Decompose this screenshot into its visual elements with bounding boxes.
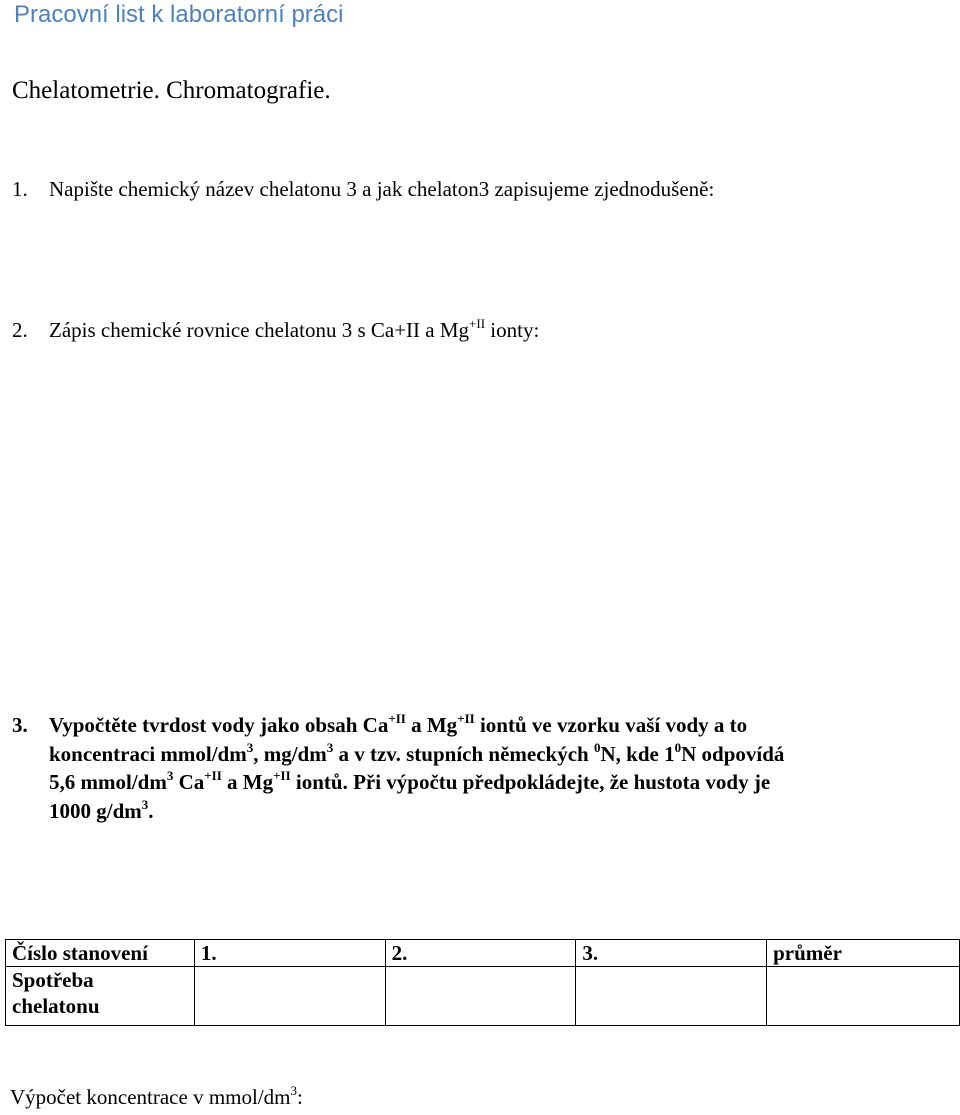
- question-3-line: [49, 768, 942, 797]
- q3-text: .: [148, 798, 154, 823]
- q3-text: N, kde 1: [600, 741, 675, 766]
- q3-text: a v tzv. stupních německých: [333, 741, 594, 766]
- row-label-line: chelatonu: [12, 994, 100, 1018]
- question-3: [12, 711, 942, 825]
- q3-text: Ca: [173, 770, 205, 795]
- q3-text: , mg/dm: [253, 741, 327, 766]
- calculation-prompt-text: Výpočet koncentrace v mmol/dm: [10, 1085, 291, 1109]
- header-cell-1: 1.: [194, 940, 385, 967]
- q3-text: iontů ve vzorku vaší vody a to: [474, 713, 748, 737]
- question-2-charge: +II: [469, 316, 486, 331]
- calculation-prompt-suffix: :: [297, 1085, 303, 1109]
- question-3-number: 3.: [12, 713, 28, 737]
- q3-text: a Mg: [405, 713, 458, 737]
- question-3-text: [49, 711, 942, 825]
- row-label-line: Spotřeba: [12, 968, 94, 992]
- consumption-cell-2[interactable]: [385, 967, 576, 1026]
- question-2-number: 2.: [12, 318, 28, 342]
- question-2: [12, 317, 539, 343]
- q3-text: 1000 g/dm: [49, 798, 142, 823]
- question-3-line: [49, 740, 942, 769]
- header-cell-average: průměr: [767, 940, 960, 967]
- q3-sup: 0: [594, 739, 601, 755]
- page-subtitle: Chelatometrie. Chromatografie.: [12, 77, 331, 104]
- q3-text: Vypočtěte tvrdost vody jako obsah Ca: [49, 713, 389, 737]
- q3-sup: 3: [141, 796, 149, 812]
- q3-text: a Mg: [221, 770, 274, 795]
- consumption-cell-average[interactable]: [767, 967, 960, 1026]
- header-cell-label: Číslo stanovení: [6, 940, 195, 967]
- q3-text: 5,6 mmol/dm: [49, 770, 167, 795]
- q3-sup: 0: [674, 739, 682, 755]
- question-2-text: Zápis chemické rovnice chelatonu 3 s Ca+II a Mg: [49, 318, 470, 342]
- results-header-row: [6, 940, 960, 967]
- question-3-line: [49, 711, 942, 740]
- question-1-number: 1.: [12, 177, 28, 201]
- calculation-prompt-sup: 3: [290, 1083, 297, 1098]
- row-label-consumption: [6, 967, 195, 1026]
- results-consumption-row: [6, 967, 960, 1026]
- q3-sup: +II: [204, 768, 222, 784]
- question-1: [12, 176, 714, 202]
- question-1-text: Napište chemický název chelatonu 3 a jak chelaton3 zapisujeme zjednodušeně:: [49, 177, 715, 201]
- q3-sup: 3: [326, 739, 334, 755]
- q3-sup: +II: [273, 768, 291, 784]
- q3-sup: +II: [388, 711, 406, 726]
- page-title: Pracovní list k laboratorní práci: [14, 1, 344, 28]
- results-table: [5, 939, 960, 1026]
- q3-sup: 3: [166, 768, 174, 784]
- q3-text: iontů. Při výpočtu předpokládejte, že hustota vody je: [290, 770, 771, 795]
- q3-text: N odpovídá: [681, 741, 785, 766]
- question-2-text-end: ionty:: [485, 318, 540, 342]
- question-3-line: [49, 797, 942, 826]
- consumption-cell-3[interactable]: [576, 967, 767, 1026]
- q3-sup: 3: [246, 739, 254, 755]
- q3-sup: +II: [457, 711, 475, 726]
- consumption-cell-1[interactable]: [194, 967, 385, 1026]
- calculation-prompt: [10, 1083, 303, 1111]
- header-cell-2: 2.: [385, 940, 576, 967]
- header-cell-3: 3.: [576, 940, 767, 967]
- q3-text: koncentraci mmol/dm: [49, 741, 247, 766]
